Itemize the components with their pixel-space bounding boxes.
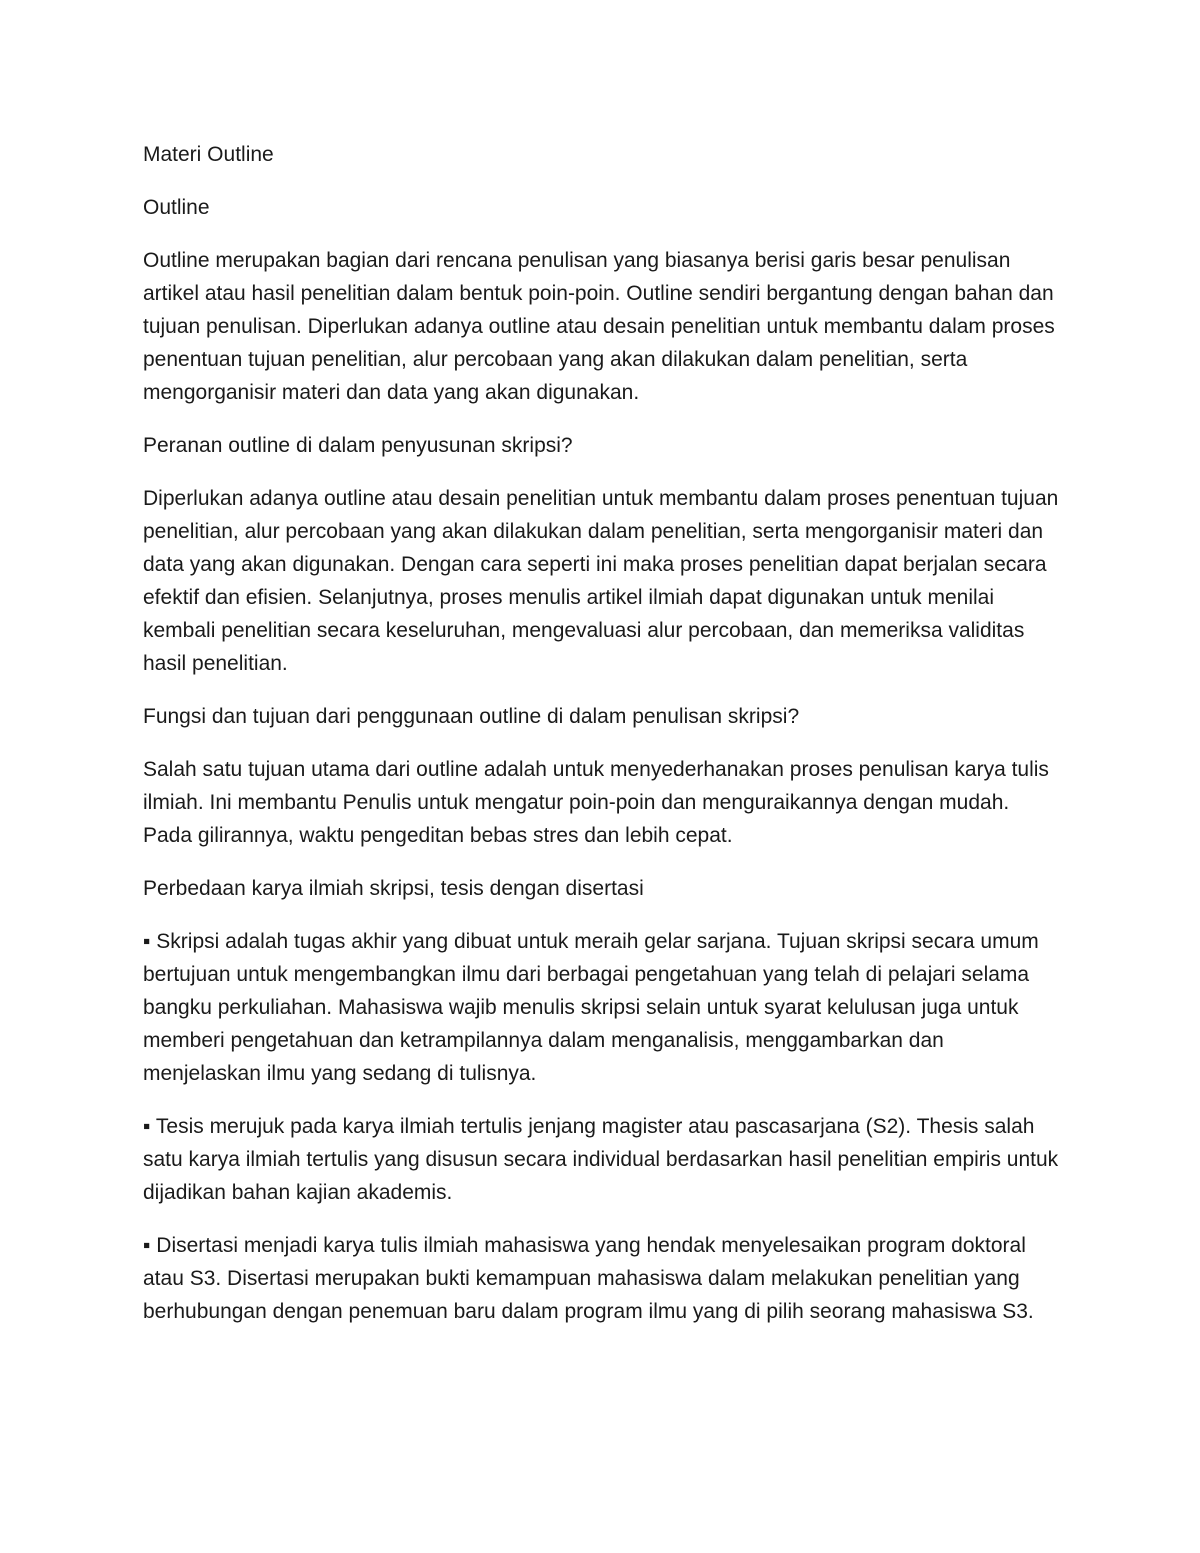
document-page [143, 138, 1063, 1348]
peranan-heading: Peranan outline di dalam penyusunan skripsi? [143, 434, 573, 457]
bullet-text-tesis: Tesis merujuk pada karya ilmiah tertulis jenjang magister atau pascasarjana (S2). Thesis salah satu karya ilmiah tertulis yang disusun secara individual berdasarkan hasil penelitian empiris untuk dijadikan bahan kajian akademis. [143, 1115, 1059, 1204]
perbedaan-heading: Perbedaan karya ilmiah skripsi, tesis dengan disertasi [143, 877, 644, 900]
bullet-item-skripsi [143, 925, 1063, 1090]
bullet-text-skripsi: Skripsi adalah tugas akhir yang dibuat untuk meraih gelar sarjana. Tujuan skripsi secara umum bertujuan untuk mengembangkan ilmu dari berbagai pengetahuan yang telah di pelajari selama bangku perkuliahan. Mahasiswa wajib menulis skripsi selain untuk syarat kelulusan juga untuk memberi pengetahuan dan ketrampilannya dalam menganalisis, menggambarkan dan menjelaskan ilmu yang sedang di tulisnya. [143, 930, 1039, 1085]
outline-paragraph: Outline merupakan bagian dari rencana penulisan yang biasanya berisi garis besar penulisan artikel atau hasil penelitian dalam bentuk poin-poin. Outline sendiri bergantung dengan bahan dan tujuan penulisan. Diperlukan adanya outline atau desain penelitian untuk membantu dalam proses penentuan tujuan penelitian, alur percobaan yang akan dilakukan dalam penelitian, serta mengorganisir materi dan data yang akan digunakan. [143, 249, 1055, 404]
bullet-text-disertasi: Disertasi menjadi karya tulis ilmiah mahasiswa yang hendak menyelesaikan program doktoral atau S3. Disertasi merupakan bukti kemampuan mahasiswa dalam melakukan penelitian yang berhubungan dengan penemuan baru dalam program ilmu yang di pilih seorang mahasiswa S3. [143, 1234, 1034, 1323]
bullet-icon: ▪ [143, 930, 151, 953]
document-title: Materi Outline [143, 143, 274, 166]
fungsi-paragraph: Salah satu tujuan utama dari outline adalah untuk menyederhanakan proses penulisan karya tulis ilmiah. Ini membantu Penulis untuk mengatur poin-poin dan menguraikannya dengan mudah. Pada gilirannya, waktu pengeditan bebas stres dan lebih cepat. [143, 758, 1049, 847]
peranan-paragraph: Diperlukan adanya outline atau desain penelitian untuk membantu dalam proses penentuan tujuan penelitian, alur percobaan yang akan dilakukan dalam penelitian, serta mengorganisir materi dan data yang akan digunakan. Dengan cara seperti ini maka proses penelitian dapat berjalan secara efektif dan efisien. Selanjutnya, proses menulis artikel ilmiah dapat digunakan untuk menilai kembali penelitian secara keseluruhan, mengevaluasi alur percobaan, dan memeriksa validitas hasil penelitian. [143, 487, 1059, 675]
bullet-icon: ▪ [143, 1115, 151, 1138]
outline-heading: Outline [143, 196, 210, 219]
bullet-item-tesis [143, 1110, 1063, 1209]
bullet-icon: ▪ [143, 1234, 151, 1257]
fungsi-heading: Fungsi dan tujuan dari penggunaan outline di dalam penulisan skripsi? [143, 705, 800, 728]
bullet-item-disertasi [143, 1229, 1063, 1328]
